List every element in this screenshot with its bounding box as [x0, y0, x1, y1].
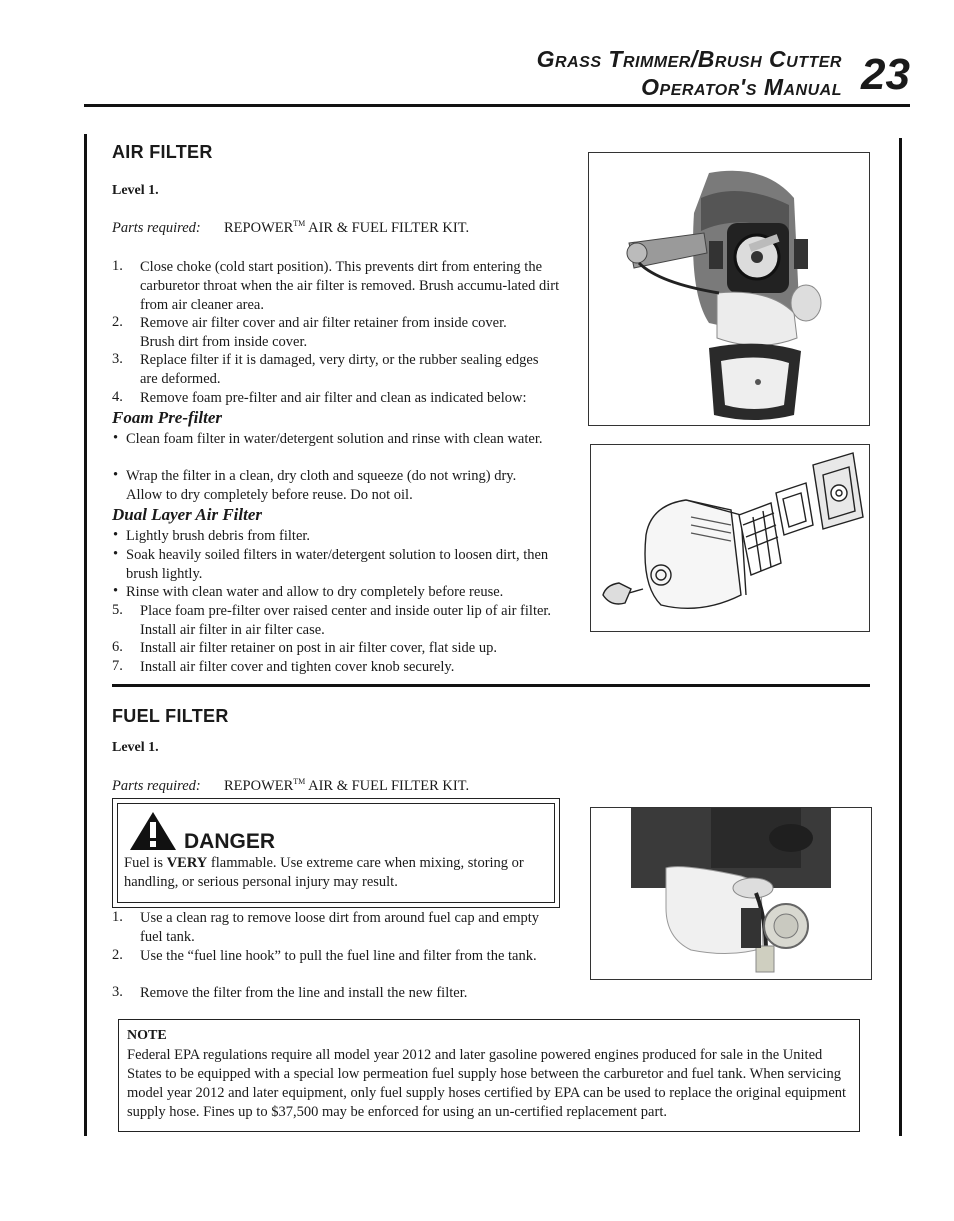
air-filter-level: Level 1.	[112, 183, 159, 198]
header-rule	[84, 104, 910, 107]
danger-text-bold: VERY	[166, 855, 208, 871]
step-text: Close choke (cold start position). This prevents dirt from entering the carburetor throat when the air filter is removed. Brush accumu-lated dirt from air cleaner area.	[140, 259, 560, 313]
step-number: 7.	[112, 658, 123, 674]
step-text: Remove foam pre-filter and air filter and clean as indicated below:	[140, 390, 527, 406]
step-number: 3.	[112, 984, 123, 1000]
step-text: Use the “fuel line hook” to pull the fuel line and filter from the tank.	[140, 948, 537, 964]
header-title-line1: Grass Trimmer/Brush Cutter	[536, 46, 842, 72]
bullet: •	[113, 527, 119, 543]
foam-prefilter-heading: Foam Pre-filter	[112, 408, 223, 427]
step-number: 2.	[112, 314, 123, 330]
parts-value-rest: AIR & FUEL FILTER KIT.	[305, 777, 470, 794]
trademark: TM	[293, 777, 306, 786]
warning-triangle-icon	[128, 810, 178, 852]
parts-value: REPOWER	[224, 219, 294, 236]
section-divider	[112, 684, 870, 687]
note-box	[118, 1019, 860, 1132]
parts-label: Parts required:	[112, 777, 201, 794]
step-text: Install air filter cover and tighten cover knob securely.	[140, 659, 455, 675]
step-text: Place foam pre-filter over raised center and inside outer lip of air filter. Install air filter in air filter case.	[140, 603, 552, 638]
air-filter-title: AIR FILTER	[112, 142, 213, 162]
bullet: •	[113, 583, 119, 599]
step-number: 3.	[112, 351, 123, 367]
danger-text-post: flammable. Use extreme care when mixing, storing or handling, or serious personal injury may result.	[124, 855, 524, 890]
fuel-filter-title: FUEL FILTER	[112, 706, 229, 726]
danger-text-pre: Fuel is	[124, 855, 167, 871]
parts-label: Parts required:	[112, 219, 201, 236]
parts-value-rest: AIR & FUEL FILTER KIT.	[305, 219, 470, 236]
air-filter-parts	[112, 219, 469, 237]
bullet-text: Lightly brush debris from filter.	[126, 528, 311, 544]
left-margin-bar	[84, 134, 87, 1136]
bullet: •	[113, 546, 119, 562]
danger-title: DANGER	[184, 830, 276, 853]
fuel-filter-level: Level 1.	[112, 740, 159, 755]
step-text: Replace filter if it is damaged, very dirty, or the rubber sealing edges are deformed.	[140, 352, 539, 387]
page-number: 23	[861, 50, 910, 99]
dual-layer-heading: Dual Layer Air Filter	[112, 505, 263, 524]
trademark: TM	[293, 219, 306, 228]
bullet: •	[113, 467, 119, 483]
step-number: 1.	[112, 909, 123, 925]
step-number: 6.	[112, 639, 123, 655]
danger-box	[112, 798, 560, 908]
fuel-filter-parts	[112, 777, 469, 795]
bullet-text: Soak heavily soiled filters in water/detergent solution to loosen dirt, then brush lightly.	[126, 547, 549, 582]
right-margin-bar	[899, 138, 902, 1136]
engine-air-filter-photo	[588, 152, 870, 426]
step-text: Remove the filter from the line and install the new filter.	[140, 985, 468, 1001]
step-text: Remove air filter cover and air filter retainer from inside cover. Brush dirt from inside cover.	[140, 315, 507, 350]
danger-text	[124, 854, 554, 892]
step-text: Use a clean rag to remove loose dirt from around fuel cap and empty fuel tank.	[140, 910, 540, 945]
bullet-text: Clean foam filter in water/detergent solution and rinse with clean water.	[126, 431, 543, 447]
fuel-tank-photo	[590, 807, 872, 980]
parts-value: REPOWER	[224, 777, 294, 794]
step-number: 2.	[112, 947, 123, 963]
step-number: 1.	[112, 258, 123, 274]
step-text: Install air filter retainer on post in air filter cover, flat side up.	[140, 640, 497, 656]
bullet-text: Rinse with clean water and allow to dry completely before reuse.	[126, 584, 504, 600]
step-number: 4.	[112, 389, 123, 405]
bullet-text: Wrap the filter in a clean, dry cloth and squeeze (do not wring) dry. Allow to dry completely before reuse. Do not oil.	[126, 468, 517, 503]
header-title-line2: Operator's Manual	[641, 74, 842, 100]
note-title: NOTE	[127, 1028, 167, 1043]
air-filter-exploded-diagram	[590, 444, 870, 632]
step-number: 5.	[112, 602, 123, 618]
note-text: Federal EPA regulations require all model year 2012 and later gasoline powered engines produced for sale in the United States to be equipped with a special low permeation fuel supply hose between the carburetor and fuel tank. When servicing model year 2012 and later equipment, only fuel supply hoses certified by EPA can be used to replace the original equipment supply hose. Fines up to $37,500 may be enforced for using an un-certified replacement part.	[127, 1047, 847, 1120]
bullet: •	[113, 430, 119, 446]
